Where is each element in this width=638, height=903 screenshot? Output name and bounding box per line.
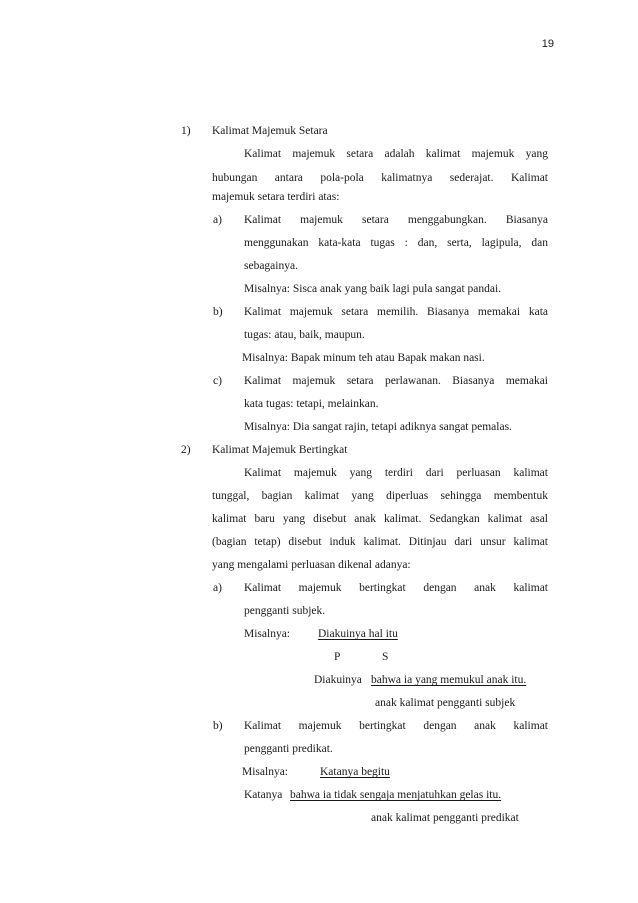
- predicate-marker: P: [334, 651, 341, 663]
- list-item-line: menggunakan kata-kata tugas : dan, serta, lagipula, dan: [244, 237, 548, 249]
- example-sentence: Misalnya: Sisca anak yang baik lagi pula sangat pandai.: [244, 283, 502, 295]
- list-item-line: Kalimat majemuk setara menggabungkan. Biasanya: [244, 214, 548, 226]
- example-main-clause: Diakuinya: [314, 674, 362, 686]
- example-phrase: Katanya begitu: [320, 766, 390, 778]
- list-item-line: Kalimat majemuk bertingkat dengan anak kalimat: [244, 582, 548, 594]
- paragraph-line: (bagian tetap) disebut induk kalimat. Ditinjau dari unsur kalimat: [212, 536, 548, 548]
- paragraph-line: Kalimat majemuk yang terdiri dari perluasan kalimat: [244, 467, 548, 479]
- example-sentence: Misalnya: Dia sangat rajin, tetapi adiknya sangat pemalas.: [244, 421, 512, 433]
- list-item-line: Kalimat majemuk bertingkat dengan anak kalimat: [244, 720, 548, 732]
- list-label: a): [213, 214, 222, 226]
- example-phrase: Diakuinya hal itu: [318, 628, 398, 640]
- paragraph-line: Kalimat majemuk setara adalah kalimat majemuk yang: [244, 148, 548, 160]
- list-label: b): [213, 306, 223, 318]
- paragraph-line: hubungan antara pola-pola kalimatnya sederajat. Kalimat: [212, 172, 548, 184]
- paragraph-line: tunggal, bagian kalimat yang diperluas sehingga membentuk: [212, 490, 548, 502]
- example-sub-clause: bahwa ia tidak sengaja menjatuhkan gelas itu.: [290, 789, 502, 801]
- section-title: Kalimat Majemuk Setara: [212, 125, 328, 137]
- example-label: Misalnya:: [242, 766, 288, 778]
- list-item-line: Kalimat majemuk setara perlawanan. Biasanya memakai: [244, 375, 548, 387]
- list-item-line: kata tugas: tetapi, melainkan.: [244, 398, 379, 410]
- clause-note: anak kalimat pengganti subjek: [375, 697, 516, 709]
- list-item-line: tugas: atau, baik, maupun.: [244, 329, 365, 341]
- section-title: Kalimat Majemuk Bertingkat: [212, 444, 348, 456]
- list-label: a): [213, 582, 222, 594]
- section-number: 2): [181, 444, 191, 456]
- list-item-line: pengganti predikat.: [244, 743, 333, 755]
- list-item-line: sebagainya.: [244, 260, 298, 272]
- paragraph-line: yang mengalami perluasan dikenal adanya:: [212, 559, 411, 571]
- example-main-clause: Katanya: [244, 789, 283, 801]
- list-item-line: pengganti subjek.: [244, 605, 326, 617]
- list-label: b): [213, 720, 223, 732]
- subject-marker: S: [382, 651, 389, 663]
- example-sentence: Misalnya: Bapak minum teh atau Bapak makan nasi.: [242, 352, 485, 364]
- example-label: Misalnya:: [244, 628, 290, 640]
- list-item-line: Kalimat majemuk setara memilih. Biasanya memakai kata: [244, 306, 548, 318]
- list-label: c): [213, 375, 222, 387]
- example-sub-clause: bahwa ia yang memukul anak itu.: [371, 674, 527, 686]
- page-number: 19: [541, 38, 554, 50]
- section-number: 1): [181, 125, 191, 137]
- paragraph-line: kalimat baru yang disebut anak kalimat. Sedangkan kalimat asal: [212, 513, 548, 525]
- clause-note: anak kalimat pengganti predikat: [371, 812, 519, 824]
- paragraph-line: majemuk setara terdiri atas:: [212, 191, 340, 203]
